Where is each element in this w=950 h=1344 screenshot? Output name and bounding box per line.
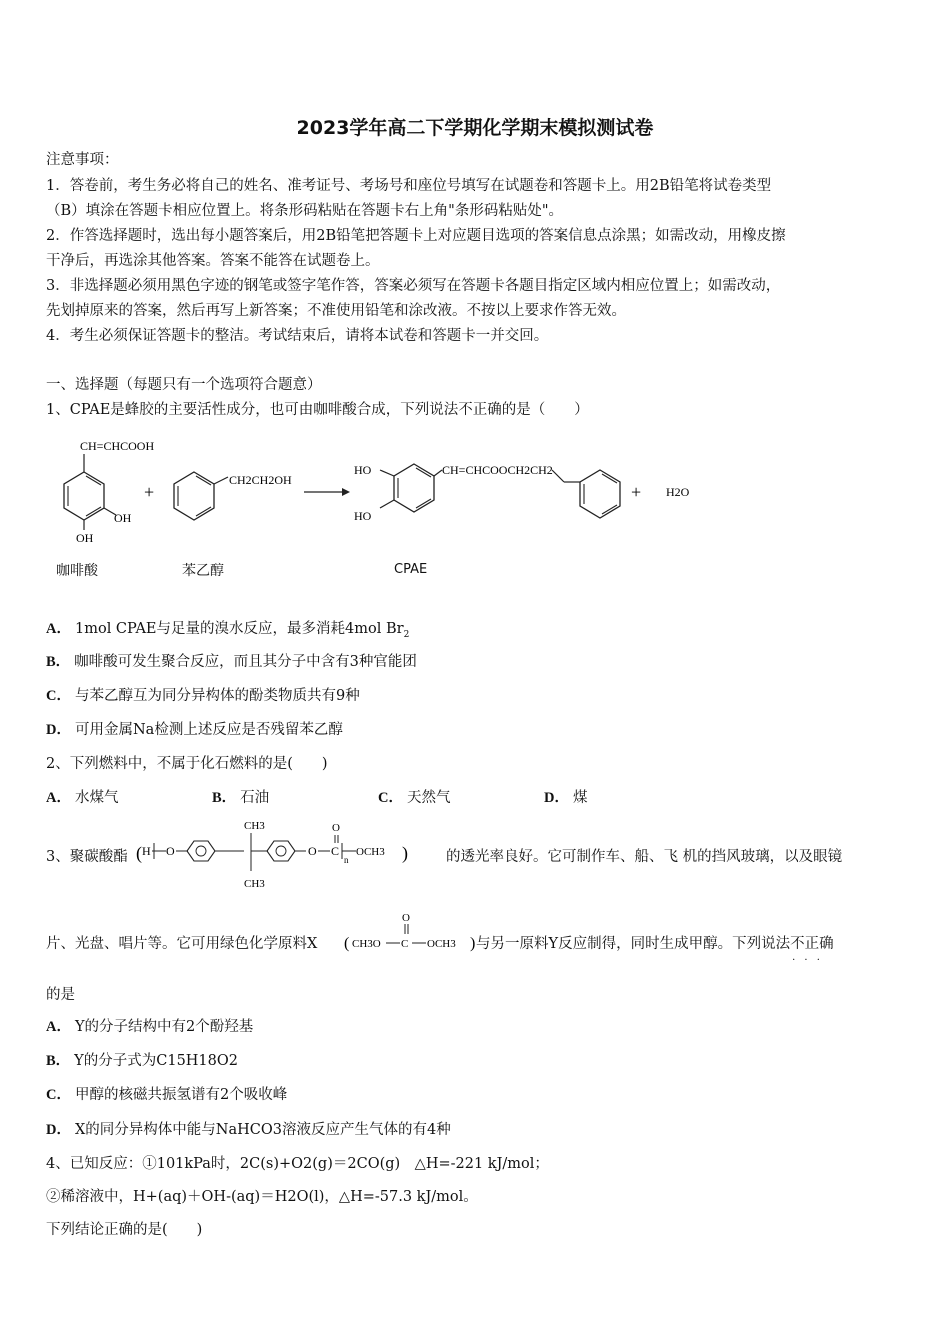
section-heading: 一、选择题（每题只有一个选项符合题意） [46, 377, 322, 393]
q1-option-a[interactable]: A． 1mol CPAE与足量的溴水反应，最多消耗4mol $Br_2$ [46, 621, 410, 640]
water: H2O [666, 485, 690, 499]
q1-option-b[interactable]: B． 咖啡酸可发生聚合反应，而且其分子中含有3种官能团 [46, 654, 417, 670]
svg-text:): ) [470, 935, 476, 952]
q3-option-b[interactable]: B． Y的分子式为C15H18O2 [46, 1053, 238, 1069]
cpae-ring-2 [580, 470, 620, 518]
q2-option-c[interactable]: C． 天然气 [378, 790, 451, 806]
q3-option-a[interactable]: A． Y的分子结构中有2个酚羟基 [46, 1019, 254, 1035]
cpae-ho-2: HO [354, 509, 372, 523]
q4-line-2: ②稀溶液中，H+(aq)＋OH-(aq)＝H2O(l)，△H=-57.3 kJ/mol。 [46, 1189, 478, 1205]
caffeic-ring [64, 472, 104, 520]
notice-line-3a: 3．非选择题必须用黑色字迹的钢笔或签字笔作答，答案必须写在答题卡各题目指定区域内相应位置上；如需改动， [46, 278, 781, 294]
q2-option-b[interactable]: B． 石油 [212, 790, 270, 806]
q1-option-d[interactable]: D． 可用金属Na检测上述反应是否残留苯乙醇 [46, 722, 343, 738]
q3-option-c[interactable]: C． 甲醇的核磁共振氢谱有2个吸收峰 [46, 1087, 288, 1103]
plus-1: + [144, 482, 155, 502]
q1-stem: 1、CPAE是蜂胶的主要活性成分，也可由咖啡酸合成，下列说法不正确的是（ ） [46, 402, 589, 418]
label-cpae: CPAE [394, 562, 428, 577]
svg-text:C: C [331, 844, 340, 858]
svg-text:O: O [402, 912, 410, 924]
caffeic-oh-1: OH [114, 511, 132, 525]
notice-line-2b: 干净后，再选涂其他答案。答案不能答在试题卷上。 [46, 253, 380, 269]
cpae-ring-1 [394, 464, 434, 512]
svg-text:CH3: CH3 [244, 878, 265, 890]
q2-option-d[interactable]: D． 煤 [544, 790, 588, 806]
svg-text:CH3O: CH3O [352, 938, 381, 950]
caffeic-oh-2: OH [76, 531, 94, 545]
label-phenethyl-alcohol: 苯乙醇 [182, 563, 224, 579]
q4-line-3: 下列结论正确的是( ) [46, 1222, 203, 1238]
svg-text:OCH3: OCH3 [356, 846, 385, 858]
q2-stem: 2、下列燃料中，不属于化石燃料的是( ) [46, 756, 328, 772]
svg-text:O: O [166, 844, 175, 858]
page-title: 2023学年高二下学期化学期末模拟测试卷 [296, 117, 654, 139]
cpae-ho-1: HO [354, 463, 372, 477]
svg-text:n: n [344, 855, 349, 865]
q3-stem-f: 的是 [46, 987, 75, 1003]
notice-heading: 注意事项： [46, 152, 119, 168]
notice-line-4: 4．考生必须保证答题卡的整洁。考试结束后，请将本试卷和答题卡一并交回。 [46, 328, 549, 344]
svg-text:O: O [308, 844, 317, 858]
notice-line-1b: （B）填涂在答题卡相应位置上。将条形码粘贴在答题卡右上角"条形码粘贴处"。 [46, 203, 563, 219]
q3-stem-b: 的透光率良好。它可制作车、船、飞 机的挡风玻璃，以及眼镜 [446, 849, 843, 865]
svg-text:): ) [402, 843, 408, 863]
phenethyl-sidechain: CH2CH2OH [229, 473, 292, 487]
q2-option-a[interactable]: A． 水煤气 [46, 790, 119, 806]
label-caffeic-acid: 咖啡酸 [56, 563, 98, 579]
dimethyl-carbonate-structure [344, 910, 480, 960]
svg-text:H: H [142, 844, 151, 858]
svg-text:CH3: CH3 [244, 820, 265, 832]
caffeic-sidechain: CH=CHCOOH [80, 439, 155, 453]
q3-stem-a: 3、聚碳酸酯 [46, 849, 128, 865]
svg-text:(: ( [344, 935, 350, 952]
q4-line-1: 4、已知反应：①101kPa时，2C(s)+O2(g)＝2CO(g) △H=-221 kJ/mol； [46, 1156, 549, 1172]
plus-2: + [631, 482, 642, 502]
cpae-sidechain: CH=CHCOOCH2CH2 [442, 463, 553, 477]
notice-line-2a: 2．作答选择题时，选出每小题答案后，用2B铅笔把答题卡上对应题目选项的答案信息点涂黑；如需改动，用橡皮擦 [46, 228, 786, 244]
svg-text:C: C [401, 938, 409, 950]
polycarbonate-structure [136, 815, 426, 895]
notice-line-3b: 先划掉原来的答案，然后再写上新答案；不准使用铅笔和涂改液。不按以上要求作答无效。 [46, 303, 626, 319]
q3-stem-c: 片、光盘、唱片等。它可用绿色化学原料X [46, 936, 318, 952]
svg-text:OCH3: OCH3 [427, 938, 456, 950]
q1-reaction-scheme [46, 432, 706, 562]
phenethyl-ring [174, 472, 214, 520]
q3-option-d[interactable]: D． X的同分异构体中能与NaHCO3溶液反应产生气体的有4种 [46, 1122, 451, 1138]
svg-text:(: ( [136, 843, 142, 863]
q3-stem-d: 与另一原料Y反应制得，同时生成甲醇。下列说法不正确 · · · [476, 934, 834, 954]
notice-line-1a: 1．答卷前，考生务必将自己的姓名、准考证号、考场号和座位号填写在试题卷和答题卡上。用2B铅笔将试卷类型 [46, 178, 772, 194]
q1-option-c[interactable]: C． 与苯乙醇互为同分异构体的酚类物质共有9种 [46, 688, 360, 704]
svg-text:O: O [332, 822, 340, 834]
